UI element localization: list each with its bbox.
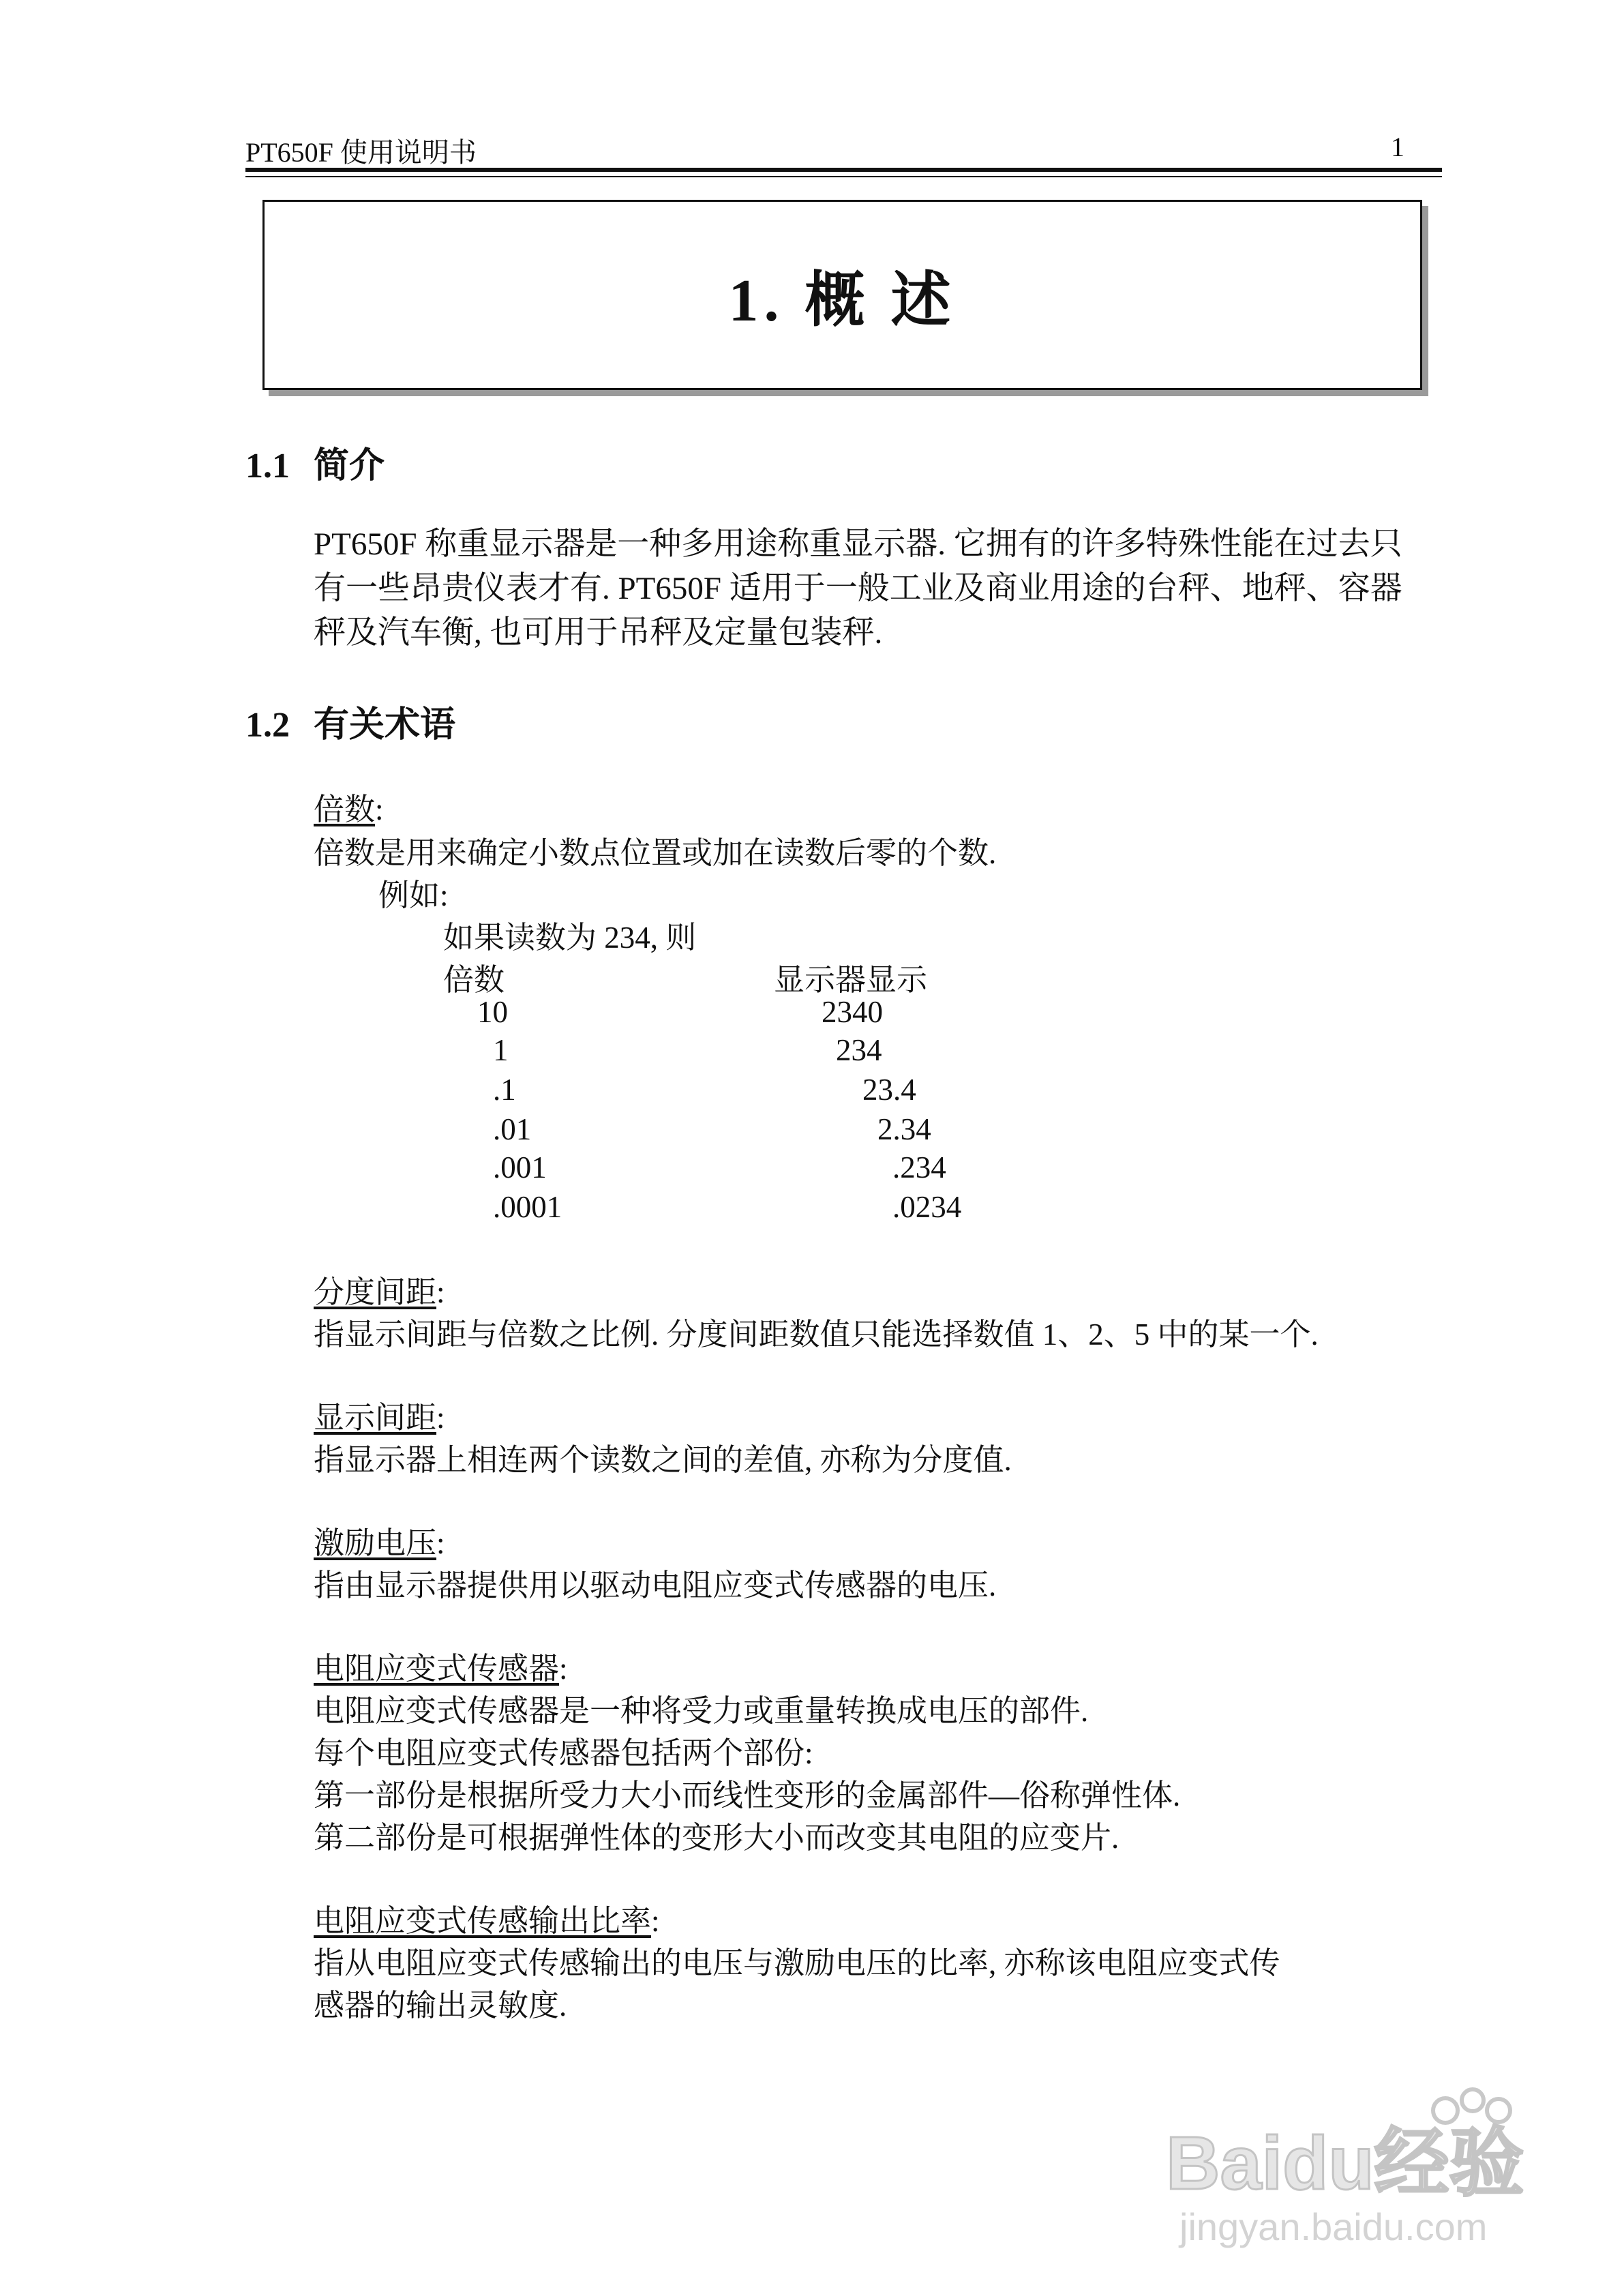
term-strain-sensor-line: 电阻应变式传感器是一种将受力或重量转换成电压的部件.: [314, 1694, 1089, 1728]
table-cell-multiplier: 1: [493, 1033, 509, 1067]
term-display-interval-heading: 显示间距:: [314, 1401, 445, 1435]
term-excitation-heading: 激励电压:: [314, 1526, 445, 1560]
section-1-2-heading: [245, 696, 455, 747]
column-header-multiplier: 倍数: [443, 963, 505, 997]
term-label: 倍数: [314, 792, 376, 826]
term-output-ratio-line: 感器的输出灵敏度.: [314, 1988, 567, 2023]
paragraph-line: PT650F 称重显示器是一种多用途称重显示器. 它拥有的许多特殊性能在过去只: [314, 526, 1402, 562]
baidu-jingyan-watermark: [1152, 2073, 1534, 2250]
table-cell-display: 2.34: [877, 1112, 931, 1146]
example-intro: 如果读数为 234, 则: [443, 921, 697, 955]
table-cell-display: 234: [836, 1033, 882, 1067]
term-output-ratio-heading: 电阻应变式传感输出比率:: [314, 1904, 660, 1938]
term-strain-sensor-line: 每个电阻应变式传感器包括两个部份:: [314, 1736, 813, 1770]
header-title: PT650F 使用说明书: [245, 137, 477, 168]
section-number: 1.1: [245, 447, 290, 486]
table-cell-display: 23.4: [862, 1073, 916, 1107]
page-number: 1: [1391, 132, 1404, 162]
section-1-1-heading: [245, 436, 385, 488]
header-rule-thick: [245, 168, 1442, 172]
term-label: 电阻应变式传感器: [314, 1652, 560, 1686]
term-multiplier-definition: 倍数是用来确定小数点位置或加在读数后零的个数.: [314, 836, 997, 870]
table-cell-multiplier: .01: [493, 1112, 532, 1146]
term-strain-sensor-line: 第一部份是根据所受力大小而线性变形的金属部件—俗称弹性体.: [314, 1778, 1181, 1813]
term-excitation-definition: 指由显示器提供用以驱动电阻应变式传感器的电压.: [314, 1568, 997, 1602]
header-rule-thin: [245, 176, 1442, 177]
table-cell-multiplier: .0001: [493, 1190, 562, 1224]
term-output-ratio-line: 指从电阻应变式传感输出的电压与激励电压的比率, 亦称该电阻应变式传: [314, 1946, 1280, 1980]
term-display-interval-definition: 指显示器上相连两个读数之间的差值, 亦称为分度值.: [314, 1443, 1012, 1477]
term-strain-sensor-heading: 电阻应变式传感器:: [314, 1652, 568, 1686]
term-label: 激励电压: [314, 1526, 437, 1560]
term-multiplier-heading: 倍数:: [314, 792, 384, 826]
paw-toe-icon: [1433, 2098, 1458, 2123]
section-title: 简介: [314, 447, 385, 486]
table-cell-multiplier: .001: [493, 1150, 547, 1184]
column-header-display: 显示器显示: [774, 963, 928, 997]
watermark-brand: Baidu经验: [1166, 2121, 1524, 2205]
table-cell-multiplier: 10: [477, 995, 508, 1029]
term-label: 分度间距: [314, 1275, 437, 1309]
paw-toe-icon: [1487, 2099, 1510, 2122]
term-label: 电阻应变式传感输出比率: [314, 1904, 652, 1938]
table-cell-display: .0234: [892, 1190, 962, 1224]
paragraph-line: 有一些昂贵仪表才有. PT650F 适用于一般工业及商业用途的台秤、地秤、容器: [314, 571, 1402, 606]
term-label: 显示间距: [314, 1401, 437, 1435]
table-cell-display: 2340: [822, 995, 883, 1029]
section-number: 1.2: [245, 706, 290, 745]
term-strain-sensor-line: 第二部份是可根据弹性体的变形大小而改变其电阻的应变片.: [314, 1821, 1119, 1855]
table-cell-multiplier: .1: [493, 1073, 516, 1107]
paw-toe-icon: [1462, 2089, 1484, 2111]
section-title: 有关术语: [314, 706, 456, 745]
term-division-heading: 分度间距:: [314, 1275, 445, 1309]
chapter-title: 1. 概 述: [728, 267, 957, 334]
example-label: 例如:: [378, 878, 449, 912]
paragraph-line: 秤及汽车衡, 也可用于吊秤及定量包装秤.: [314, 615, 883, 651]
watermark-url: jingyan.baidu.com: [1179, 2205, 1488, 2248]
table-cell-display: .234: [892, 1150, 946, 1184]
term-division-definition: 指显示间距与倍数之比例. 分度间距数值只能选择数值 1、2、5 中的某一个.: [314, 1317, 1319, 1352]
section-1-1-paragraph: [314, 522, 1459, 655]
